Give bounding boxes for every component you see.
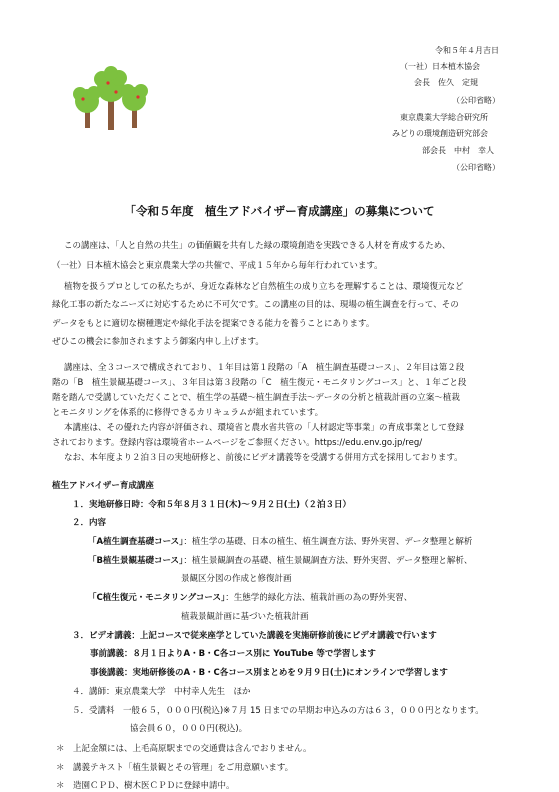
sender-division: みどりの環境創造研究部会 xyxy=(392,129,488,138)
course-b-row xyxy=(88,555,472,567)
intro-line: この講座は、「人と自然の共生」の価値観を共有した緑の環境創造を実践できる人材を育成するため、 xyxy=(64,241,451,251)
seal-omitted-note: （公印省略） xyxy=(452,163,500,172)
note: ＊ 講義テキスト「植生景観とその管理」をご用意願います。 xyxy=(56,763,294,773)
course-a-desc: ：植生学の基礎、日本の植生、植生調査方法、野外実習、データ整理と解析 xyxy=(183,537,473,547)
body-line: 階を踏んで受講していただくことで、植生学の基礎～植生調査手法～データの分析と植栽計画の立案～植栽 xyxy=(52,393,460,403)
course-c-name: 「C植生復元・モニタリングコース」 xyxy=(88,593,226,603)
course-item-fee: ５．受講料 一般６５，０００円(税込)※７月 15 日までの早期お申込みの方は６３，０００円となります。 xyxy=(72,706,484,716)
body-line: とモニタリングを体系的に修得できるカリキュラムが組まれています。 xyxy=(52,408,324,418)
member-fee: 協会員６０，０００円(税込)。 xyxy=(130,724,248,734)
tree-icon xyxy=(73,86,101,128)
course-b-name: 「B植生景観基礎コース」 xyxy=(88,556,184,566)
sender-president: 会長 佐久 定規 xyxy=(414,78,478,87)
seal-omitted-note: （公印省略） xyxy=(452,96,500,105)
course-c-desc-cont: 植栽景観計画に基づいた植栽計画 xyxy=(181,612,309,622)
course-c-row xyxy=(88,592,412,604)
note: ＊ 造園ＣＰＤ、樹木医ＣＰＤに登録申請中。 xyxy=(56,781,235,791)
body-line: 講座は、全３コースで構成されており、１年目は第１段階の「A 植生調査基礎コース」、２年目は第２段 xyxy=(64,363,465,373)
course-c-desc: ：生態学的緑化方法、植栽計画の為の野外実習、 xyxy=(225,593,413,603)
sender-org: （一社）日本植木協会 xyxy=(400,62,480,71)
intro-line: 植物を扱うプロとしての私たちが、身近な森林など自然植生の成り立ちを理解することは、環境復元など xyxy=(64,282,464,292)
body-line: 階の「B 植生景観基礎コース」、３年目は第３段階の「C 植生復元・モニタリングコース」と、１年ごと段 xyxy=(52,378,467,388)
body-line: 本講座は、その優れた内容が評価され、環境省と農水省共管の「人材認定等事業」の育成事業として登録 xyxy=(64,423,465,433)
course-item-content: ２．内容 xyxy=(72,518,107,528)
intro-line: ぜひこの機会に参加されますよう御案内申し上げます。 xyxy=(52,337,264,347)
tree-icon xyxy=(121,84,148,128)
issue-date: 令和５年４月吉日 xyxy=(435,46,499,55)
course-a-name: 「A植生調査基礎コース」 xyxy=(88,537,184,547)
intro-line: データをもとに適切な樹種選定や緑化手法を提案できる能力を養うことにあります。 xyxy=(52,319,375,329)
course-a-row xyxy=(88,536,472,548)
course-item-video: ３．ビデオ講義：上記コースで従来座学としていた講義を実施研修前後にビデオ講義で行います xyxy=(72,631,437,641)
note: ＊ 上記金額には、上毛高原駅までの交通費は含んでおりません。 xyxy=(56,744,312,754)
body-line: なお、本年度より２泊３日の実地研修と、前後にビデオ講義等を受講する併用方式を採用しております。 xyxy=(64,453,463,463)
course-item-lecturer: ４．講師：東京農業大学 中村幸人先生 ほか xyxy=(72,687,251,697)
course-b-desc: ：植生景観調査の基礎、植生景観調査方法、野外実習、データ整理と解析、 xyxy=(183,556,473,566)
intro-line: 緑化工事の新たなニーズに対応するために不可欠です。この講座の目的は、現場の植生調査を行って、その xyxy=(52,300,459,310)
sender-institute: 東京農業大学総合研究所 xyxy=(400,113,488,122)
sender-division-head: 部会長 中村 幸人 xyxy=(422,146,494,155)
page-title: 「令和５年度 植生アドバイザー育成講座」の募集について xyxy=(124,204,435,218)
tree-cluster-logo xyxy=(72,66,152,136)
post-lecture: 事後講義：実地研修後のA・B・C各コース別まとめを９月９日(土)にオンラインで学習します xyxy=(90,668,448,678)
body-line: されております。登録内容は環境省ホームページをご参照ください。https://edu.env.go.jp/reg/ xyxy=(52,438,423,448)
course-item-dates: １．実地研修日時：令和５年８月３１日(木)～９月２日(土)（２泊３日） xyxy=(72,500,352,510)
course-heading: 植生アドバイザー育成講座 xyxy=(52,481,154,491)
intro-line: （一社）日本植木協会と東京農業大学の共催で、平成１５年から毎年行われています。 xyxy=(52,261,383,271)
pre-lecture: 事前講義：８月１日よりA・B・C各コース別に YouTube 等で学習します xyxy=(90,649,376,659)
course-b-desc-cont: 景観区分図の作成と修復計画 xyxy=(181,574,292,584)
